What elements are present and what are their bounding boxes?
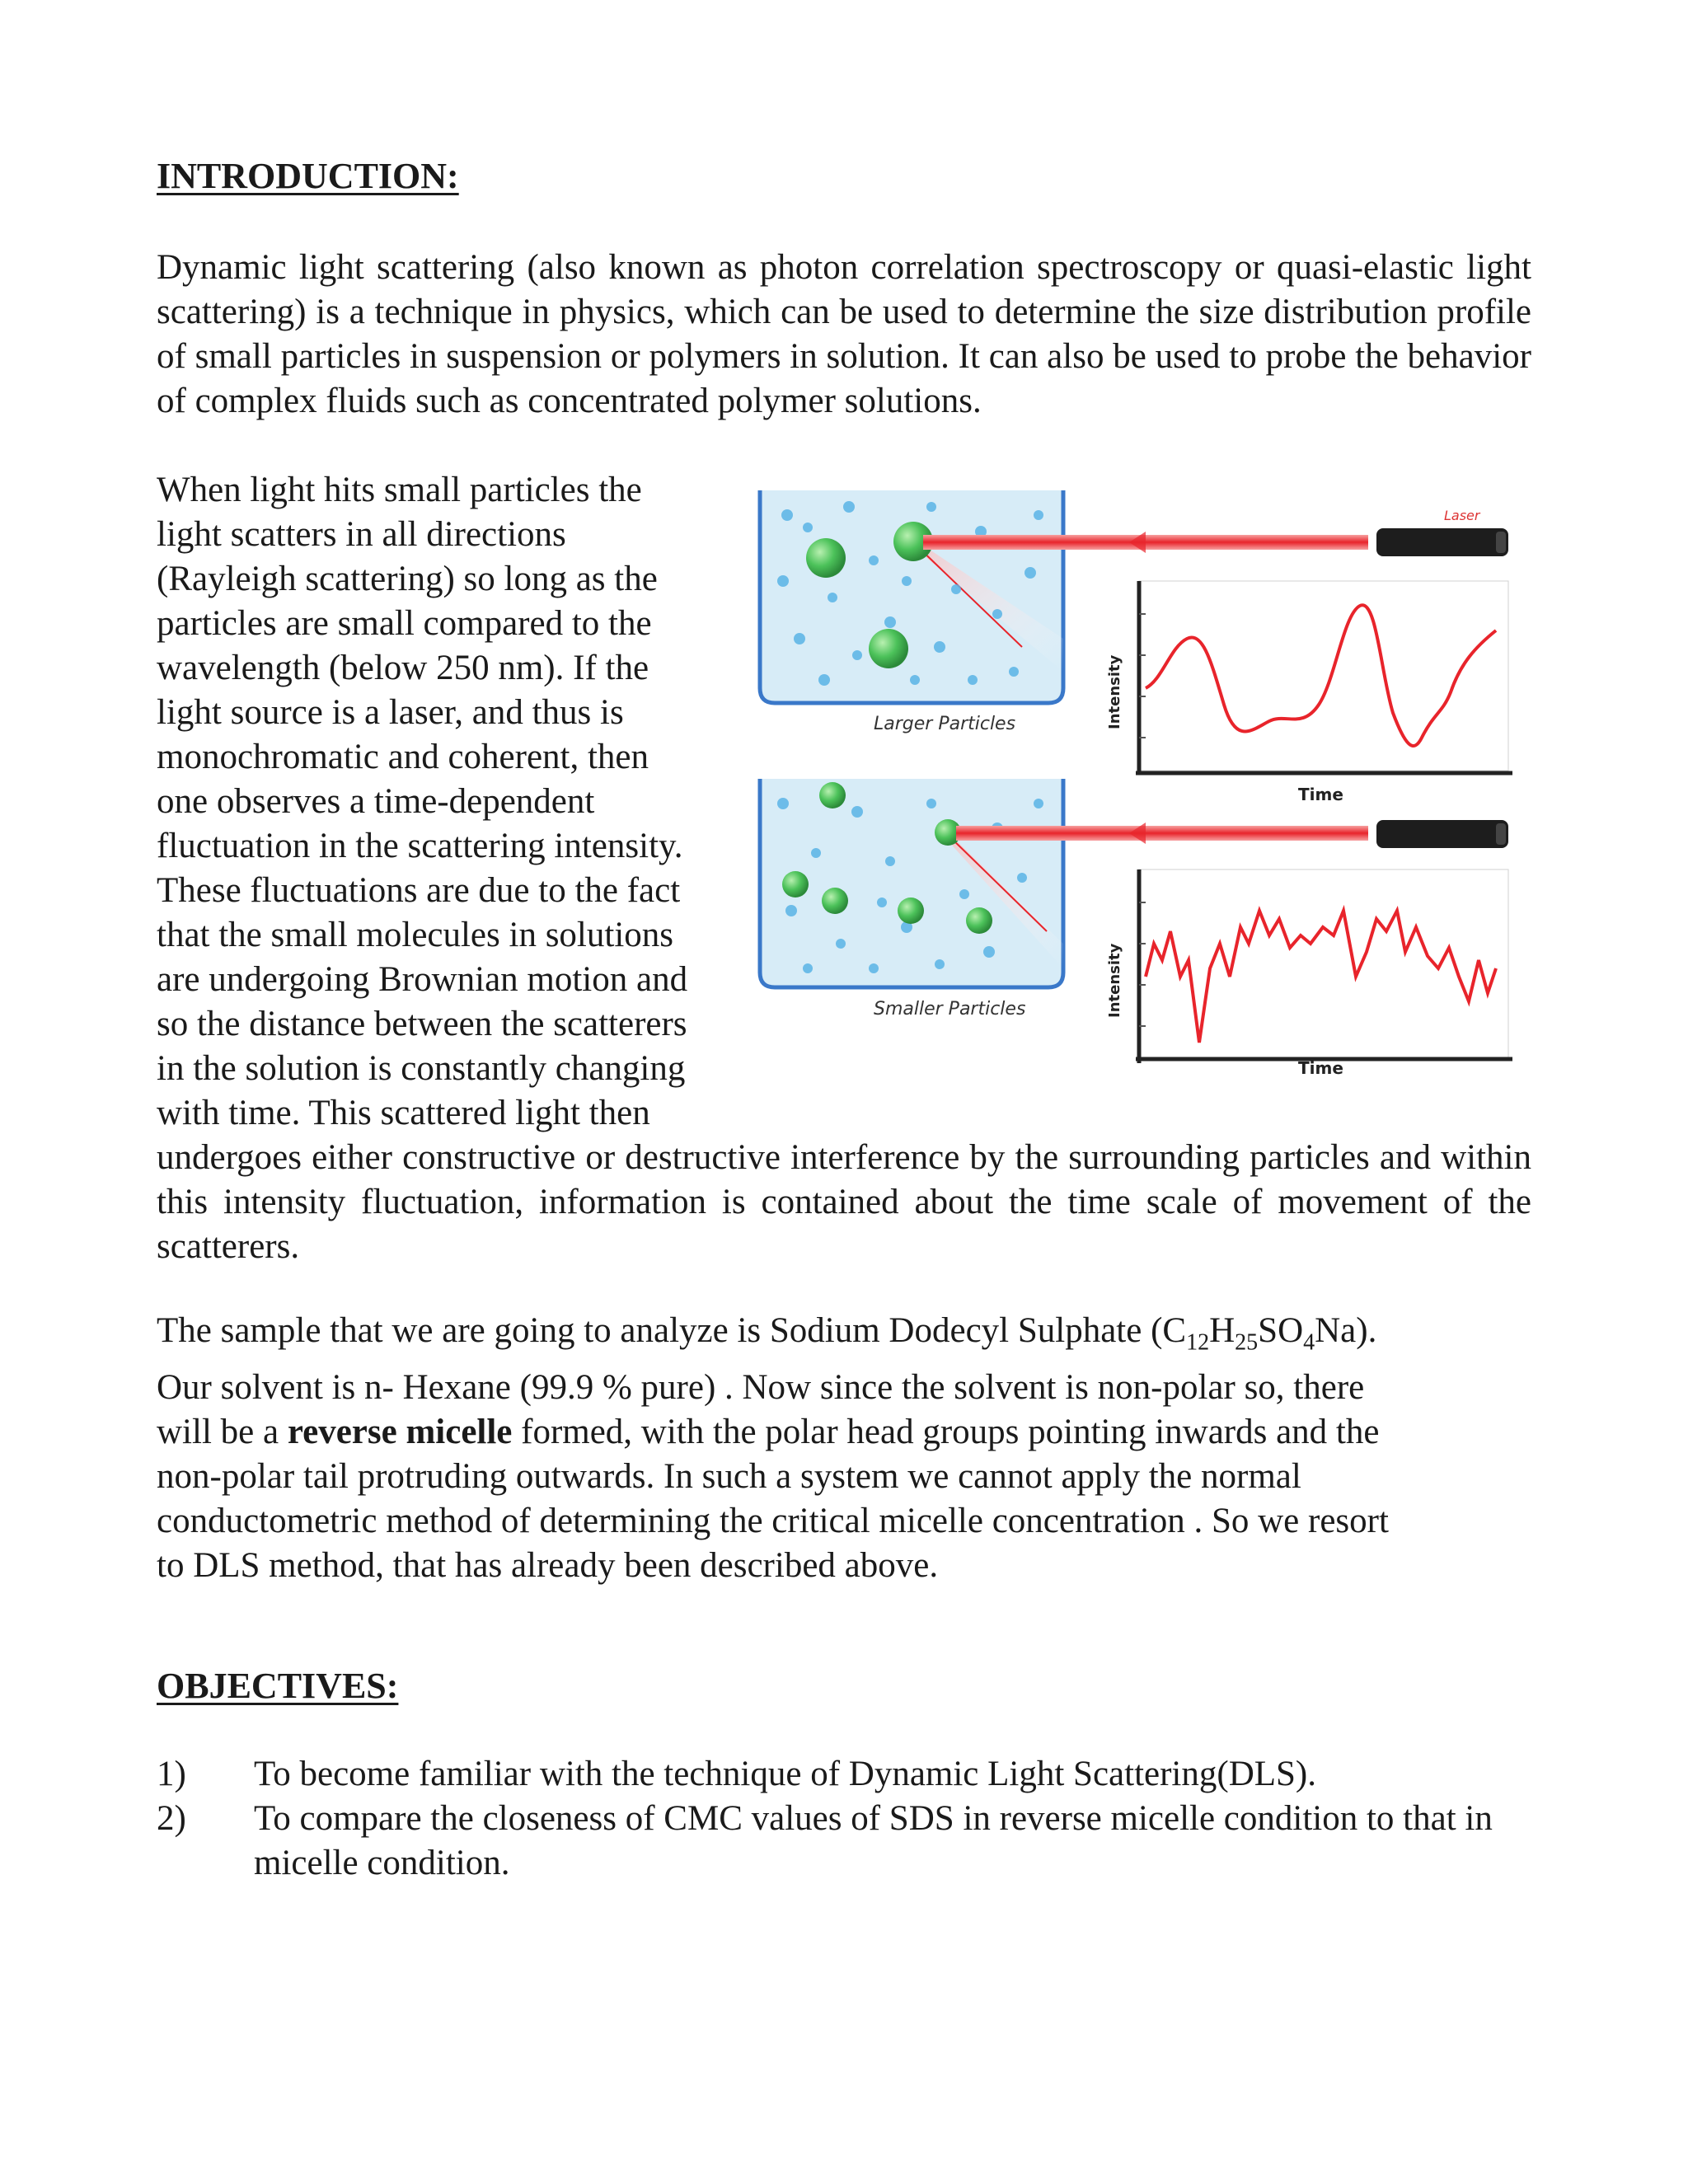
dls-figure (750, 482, 1525, 1076)
para2-tail: undergoes either constructive or destructive interference by the surrounding particles and within this intensity fluctuation, information is contained about the time scale of movement of the scatterers. (157, 1138, 1531, 1266)
top-graph-area (1139, 581, 1508, 771)
intro-paragraph-3 (157, 1309, 1541, 1588)
bottom-container-label: Smaller Particles (874, 999, 1026, 1019)
bottom-laser-device (1376, 820, 1508, 848)
objective-number: 1) (157, 1755, 186, 1793)
para2-line: light scatters in all directions (157, 515, 566, 554)
top-x-axis-label: Time (1298, 785, 1343, 804)
para3-line-4: non-polar tail protruding outwards. In such a system we cannot apply the normal (157, 1456, 1301, 1496)
para2-line: one observes a time-dependent (157, 782, 595, 821)
small-particle (898, 898, 924, 924)
para2-line: so the distance between the scatterers (157, 1005, 687, 1043)
para3-line-2: Our solvent is n- Hexane (99.9 % pure) . Now since the solvent is non-polar so, there (157, 1367, 1365, 1407)
top-laser-device (1376, 528, 1508, 556)
large-particle (806, 538, 846, 578)
para2-line: These fluctuations are due to the fact (157, 871, 681, 910)
para3-line-5: conductometric method of determining the critical micelle concentration . So we resort (157, 1501, 1389, 1540)
reverse-micelle-term: reverse micelle (287, 1412, 513, 1451)
small-particle (822, 888, 848, 914)
para2-line: wavelength (below 250 nm). If the (157, 649, 649, 687)
introduction-heading: INTRODUCTION: (157, 156, 459, 196)
large-particle (869, 629, 908, 668)
para2-line: that the small molecules in solutions (157, 916, 674, 954)
bottom-x-axis-label: Time (1298, 1058, 1343, 1076)
para3-line-3: will be a reverse micelle formed, with the polar head groups pointing inwards and the (157, 1412, 1380, 1451)
para2-line: particles are small compared to the (157, 604, 652, 643)
intro-paragraph-1: Dynamic light scattering (also known as photon correlation spectroscopy or quasi-elastic light scattering) is a technique in physics, which can be used to determine the size distribution profile of small particles in suspension or polymers in solution. It can also be used to probe the behavior of complex fluids such as concentrated polymer solutions. (157, 248, 1531, 420)
small-particle (819, 782, 846, 808)
para2-line: in the solution is constantly changing (157, 1049, 686, 1088)
para2-line: with time. This scattered light then (157, 1094, 650, 1132)
para2-line: are undergoing Brownian motion and (157, 960, 688, 999)
para2-line: (Rayleigh scattering) so long as the (157, 560, 658, 598)
para2-line: When light hits small particles the (157, 471, 642, 509)
top-container-label: Larger Particles (874, 714, 1016, 734)
laser-label: Laser (1444, 508, 1480, 523)
para2-line: light source is a laser, and thus is (157, 693, 624, 732)
bottom-y-axis-label: Intensity (1106, 943, 1123, 1018)
objective-text: To compare the closeness of CMC values of SDS in reverse micelle condition to that in micelle condition. (254, 1799, 1493, 1882)
small-particle (782, 871, 809, 898)
para3-line-1: The sample that we are going to analyze is Sodium Dodecyl Sulphate $(C_{12}H_{25}SO_4Na)$. (157, 1311, 1377, 1356)
small-particle (966, 907, 992, 934)
objective-number: 2) (157, 1799, 186, 1838)
top-panel (760, 490, 1512, 804)
bottom-panel (760, 779, 1512, 1076)
top-y-axis-label: Intensity (1106, 654, 1123, 729)
para3-line-6: to DLS method, that has already been described above. (157, 1545, 939, 1585)
objective-text: To become familiar with the technique of Dynamic Light Scattering(DLS). (254, 1755, 1316, 1793)
para2-line: fluctuation in the scattering intensity. (157, 827, 683, 865)
bottom-laser-beam (956, 826, 1368, 841)
para2-line: monochromatic and coherent, then (157, 738, 649, 776)
objectives-heading: OBJECTIVES: (157, 1666, 399, 1706)
